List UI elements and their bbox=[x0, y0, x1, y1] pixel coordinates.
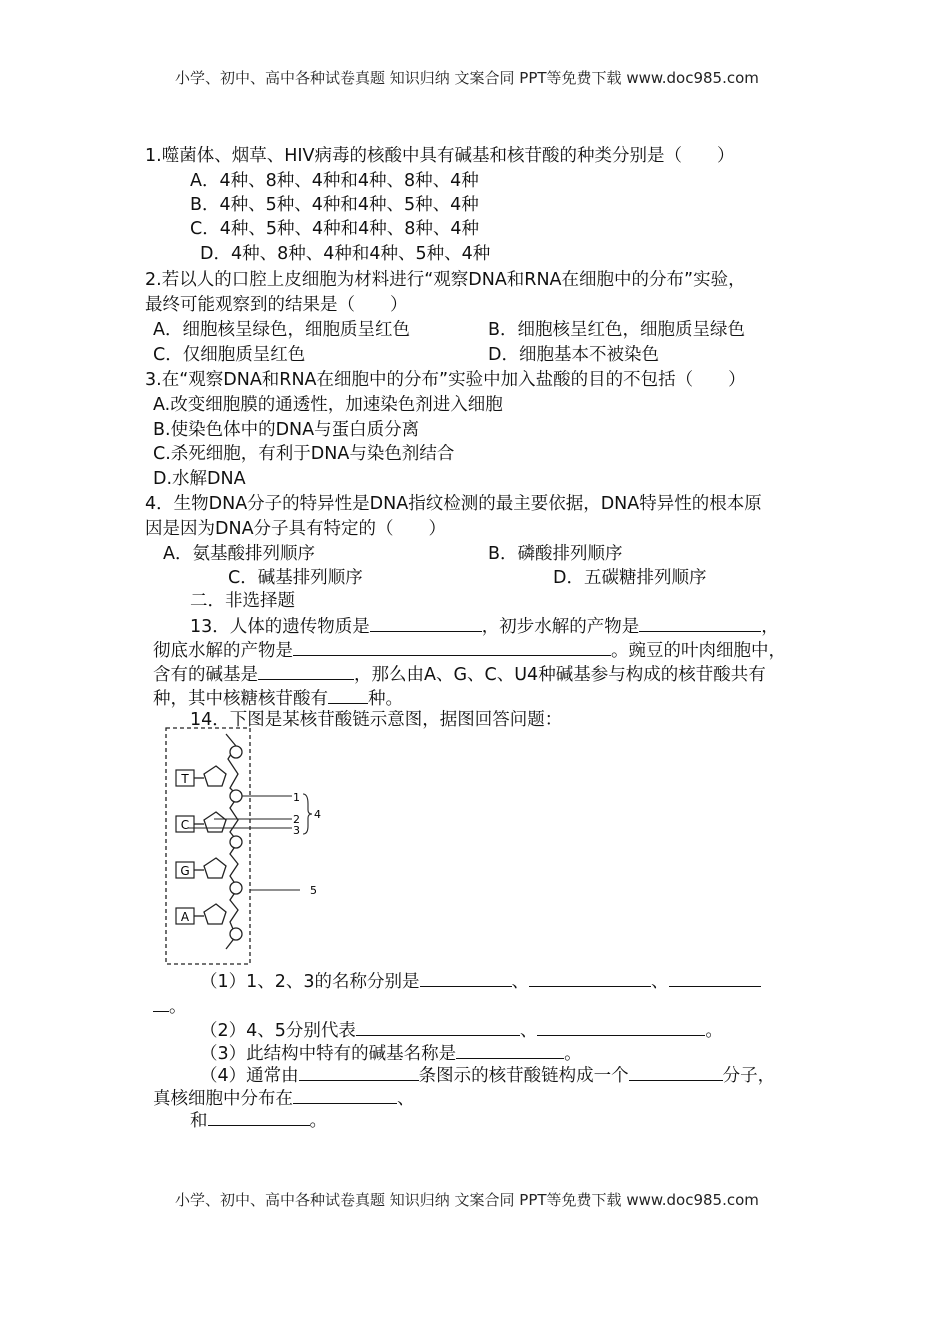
q14-sub4-end bbox=[190, 1107, 327, 1133]
page-header: 小学、初中、高中各种试卷真题 知识归纳 文案合同 PPT等免费下载 www.doc985.com bbox=[175, 69, 759, 87]
blank[interactable] bbox=[208, 1107, 310, 1126]
q14-text: （3）此结构中特有的碱基名称是 bbox=[200, 1044, 457, 1064]
q14-text: 、 bbox=[651, 972, 669, 992]
sugar-pentagon bbox=[204, 858, 226, 878]
blank[interactable] bbox=[370, 613, 482, 632]
q13-line1 bbox=[190, 613, 779, 639]
q2-option-c: C．仅细胞质呈红色 bbox=[153, 345, 306, 365]
q2-stem-line2: 最终可能观察到的结果是（ ） bbox=[145, 295, 408, 315]
q2-option-a: A．细胞核呈绿色，细胞质呈红色 bbox=[153, 320, 410, 340]
q13-text: ， bbox=[761, 617, 779, 637]
base-letter: T bbox=[181, 772, 189, 786]
q4-stem-line2: 因是因为DNA分子具有特定的（ ） bbox=[145, 519, 447, 539]
q14-sub1-cont bbox=[153, 993, 187, 1019]
q14-text: 、 bbox=[397, 1089, 415, 1109]
blank[interactable] bbox=[299, 1062, 419, 1081]
q13-text: 种。 bbox=[368, 689, 403, 709]
phosphate-circle bbox=[230, 928, 242, 940]
blank[interactable] bbox=[153, 993, 169, 1012]
section-title: 二．非选择题 bbox=[190, 591, 295, 611]
q13-text: ，初步水解的产物是 bbox=[481, 617, 640, 637]
q14-text: 。 bbox=[564, 1044, 582, 1064]
base-letter: A bbox=[180, 910, 190, 924]
q2-option-b: B．细胞核呈红色，细胞质呈绿色 bbox=[488, 320, 746, 340]
nucleotide-chain-diagram bbox=[160, 724, 340, 970]
q1-option-d: D．4种、8种、4种和4种、5种、4种 bbox=[200, 244, 491, 264]
q1-option-b: B．4种、5种、4种和4种、5种、4种 bbox=[190, 195, 479, 215]
phosphate-circle bbox=[230, 746, 242, 758]
blank[interactable] bbox=[537, 1017, 705, 1036]
blank[interactable] bbox=[328, 685, 368, 704]
q13-text: 含有的碱基是 bbox=[153, 665, 258, 685]
q13-text: ，那么由A、G、C、U4种碱基参与构成的核苷酸共有 bbox=[354, 665, 766, 685]
base-letter: C bbox=[180, 818, 190, 832]
q14-text: 分子， bbox=[722, 1066, 776, 1086]
q13-text: 彻底水解的产物是 bbox=[153, 641, 293, 661]
blank[interactable] bbox=[669, 968, 761, 987]
q14-text: 和 bbox=[190, 1111, 208, 1131]
q13-text: 13．人体的遗传物质是 bbox=[190, 617, 370, 637]
label-4: 4 bbox=[314, 808, 321, 821]
phosphate-circle bbox=[230, 836, 242, 848]
phosphate-circle bbox=[230, 790, 242, 802]
q13-text: 种，其中核糖核苷酸有 bbox=[153, 689, 328, 709]
q1-option-c: C．4种、5种、4种和4种、8种、4种 bbox=[190, 219, 480, 239]
blank[interactable] bbox=[639, 613, 761, 632]
q3-option-d: D.水解DNA bbox=[153, 469, 246, 489]
base-letter: G bbox=[180, 864, 190, 878]
label-3: 3 bbox=[293, 824, 300, 837]
q14-text: 、 bbox=[511, 972, 530, 992]
q3-stem: 3.在“观察DNA和RNA在细胞中的分布”实验中加入盐酸的目的不包括（ ） bbox=[145, 370, 746, 390]
blank[interactable] bbox=[293, 637, 611, 656]
label-5: 5 bbox=[310, 884, 317, 897]
q3-option-a: A.改变细胞膜的通透性，加速染色剂进入细胞 bbox=[153, 395, 503, 415]
q13-line2 bbox=[153, 637, 786, 663]
q3-option-b: B.使染色体中的DNA与蛋白质分离 bbox=[153, 420, 420, 440]
label-2: 2 bbox=[293, 813, 300, 826]
blank[interactable] bbox=[258, 661, 354, 680]
q14-stem: 14．下图是某核苷酸链示意图，据图回答问题： bbox=[190, 710, 563, 730]
sugar-pentagon bbox=[204, 904, 226, 924]
q14-text: 。 bbox=[169, 997, 187, 1017]
q14-text: 。 bbox=[309, 1111, 327, 1131]
q1-option-a: A．4种、8种、4种和4种、8种、4种 bbox=[190, 171, 479, 191]
blank[interactable] bbox=[420, 968, 512, 987]
sugar-pentagon bbox=[204, 766, 226, 786]
q14-text: （2）4、5分别代表 bbox=[200, 1021, 356, 1041]
label-1: 1 bbox=[293, 791, 300, 804]
q14-text: 真核细胞中分布在 bbox=[153, 1089, 293, 1109]
page-footer: 小学、初中、高中各种试卷真题 知识归纳 文案合同 PPT等免费下载 www.doc985.com bbox=[175, 1191, 759, 1209]
q2-option-d: D．细胞基本不被染色 bbox=[488, 345, 659, 365]
q13-line3 bbox=[153, 661, 766, 687]
q4-option-b: B．磷酸排列顺序 bbox=[488, 544, 623, 564]
phosphate-circle bbox=[230, 882, 242, 894]
q4-stem-line1: 4．生物DNA分子的特异性是DNA指纹检测的最主要依据，DNA特异性的根本原 bbox=[145, 494, 762, 514]
q14-text: 条图示的核苷酸链构成一个 bbox=[418, 1066, 629, 1086]
q2-stem-line1: 2.若以人的口腔上皮细胞为材料进行“观察DNA和RNA在细胞中的分布”实验， bbox=[145, 270, 746, 290]
q3-option-c: C.杀死细胞，有利于DNA与染色剂结合 bbox=[153, 444, 455, 464]
q13-text: 。豌豆的叶肉细胞中， bbox=[611, 641, 786, 661]
q14-text: 。 bbox=[705, 1021, 723, 1041]
q4-option-d: D．五碳糖排列顺序 bbox=[553, 568, 707, 588]
q14-sub1 bbox=[200, 968, 761, 994]
q14-text: （1）1、2、3的名称分别是 bbox=[200, 972, 420, 992]
q14-text: （4）通常由 bbox=[200, 1066, 299, 1086]
q1-stem: 1.噬菌体、烟草、HIV病毒的核酸中具有碱基和核苷酸的种类分别是（ ） bbox=[145, 146, 735, 166]
q4-option-c: C．碱基排列顺序 bbox=[228, 568, 363, 588]
q4-option-a: A．氨基酸排列顺序 bbox=[163, 544, 315, 564]
blank[interactable] bbox=[529, 968, 651, 987]
q14-text: 、 bbox=[519, 1021, 538, 1041]
sugar-pentagon bbox=[204, 812, 226, 832]
blank[interactable] bbox=[293, 1085, 397, 1104]
blank[interactable] bbox=[456, 1040, 564, 1059]
blank[interactable] bbox=[629, 1062, 723, 1081]
brace bbox=[303, 794, 312, 834]
blank[interactable] bbox=[356, 1017, 520, 1036]
